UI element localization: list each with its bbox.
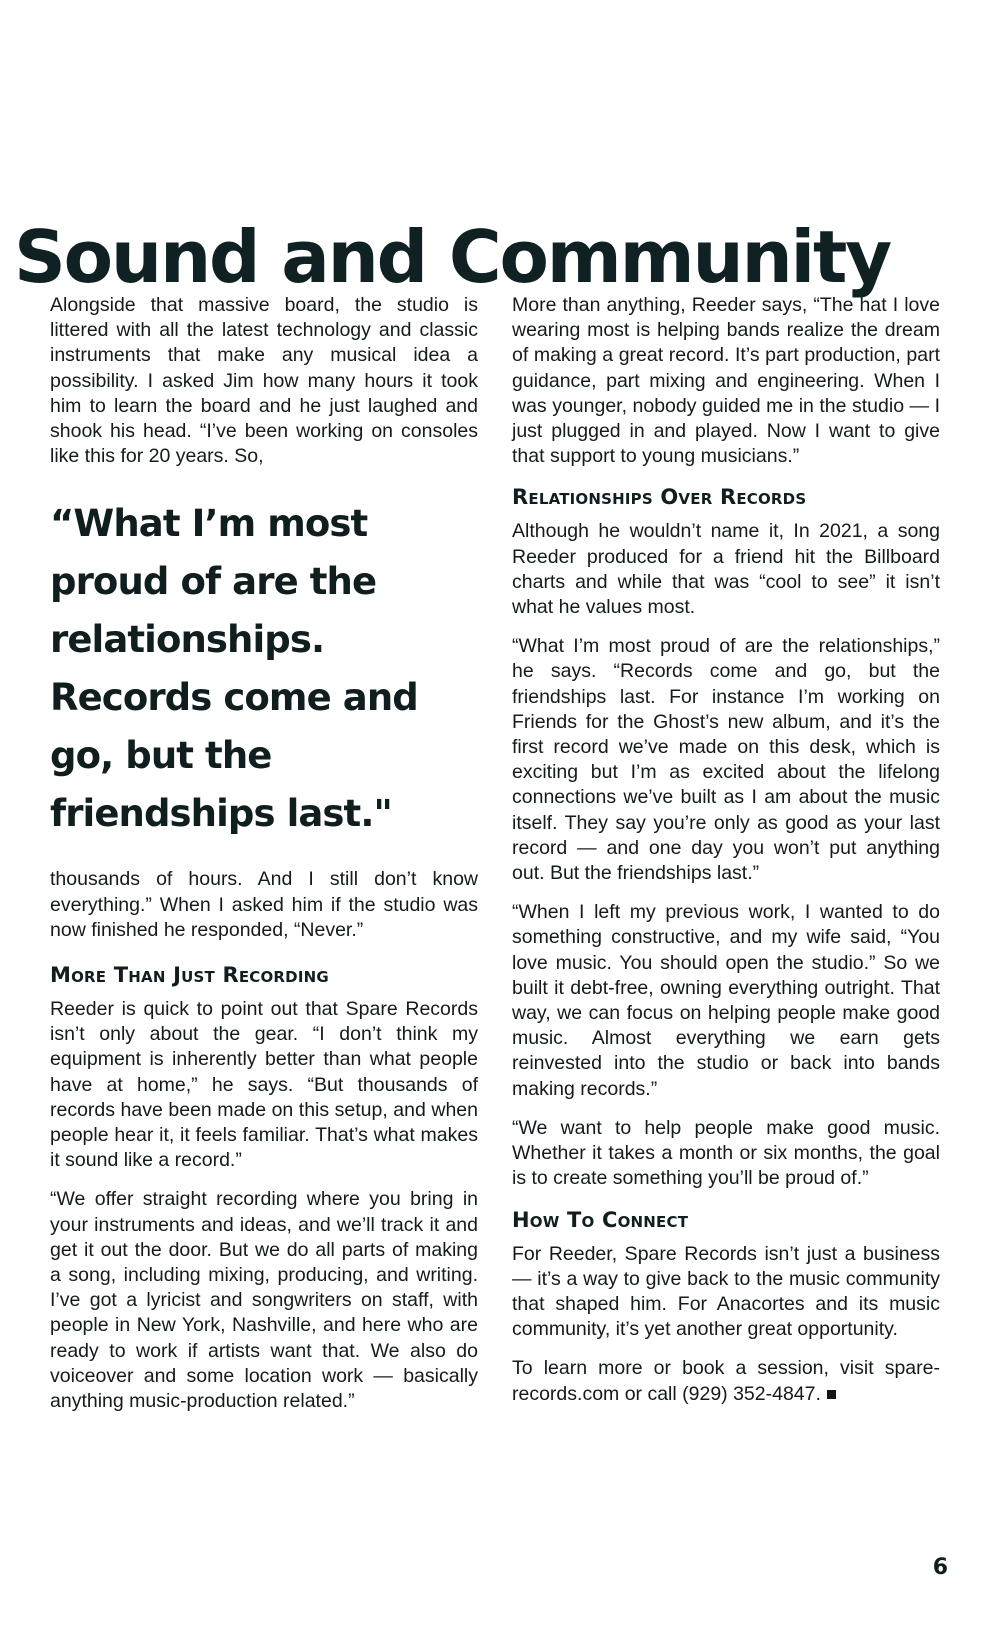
closing-text: To learn more or book a session, visit spare-records.com or call (929) 352-4847. [512, 1357, 940, 1405]
paragraph: thousands of hours. And I still don’t know everything.” When I asked him if the studio was now finished he responded, “Never.” [50, 868, 478, 941]
pull-quote: “What I’m most proud of are the relationships. Records come and go, but the friendships last." [50, 502, 418, 836]
paragraph: Reeder is quick to point out that Spare Records isn’t only about the gear. “I don’t think my equipment is inherently better than what people have at home,” he says. “But thousands of records have been made on this setup, and when people hear it, it feels familiar. That’s what makes it sound like a record.” [50, 998, 478, 1172]
right-column [512, 293, 940, 1414]
section-subheading: How To Connect [512, 1207, 689, 1232]
page-number: 6 [932, 1555, 948, 1580]
section-subheading: More Than Just Recording [50, 963, 329, 988]
paragraph: “When I left my previous work, I wanted to do something constructive, and my wife said, “You love music. You should open the studio.” So we built it debt-free, owning everything outright. That way, we can focus on helping people make good music. Almost everything we earn gets reinvested into the studio or back into bands making records.” [512, 901, 940, 1100]
closing-paragraph [512, 1356, 940, 1406]
paragraph: More than anything, Reeder says, “The hat I love wearing most is helping bands realize the dream of making a great record. It’s part production, part guidance, part mixing and engineering. When I was younger, nobody guided me in the studio — I just plugged in and played. Now I want to give that support to young musicians.” [512, 294, 940, 468]
paragraph: For Reeder, Spare Records isn’t just a business — it’s a way to give back to the music community that shaped him. For Anacortes and its music community, it’s yet another great opportunity. [512, 1242, 940, 1341]
paragraph: Although he wouldn’t name it, In 2021, a song Reeder produced for a friend hit the Billboard charts and while that was “cool to see” it isn’t what he values most. [512, 520, 940, 619]
page-title: Sound and Community [14, 215, 890, 300]
paragraph: “We offer straight recording where you bring in your instruments and ideas, and we’ll track it and get it out the door. But we do all parts of making a song, including mixing, producing, and writing. I’ve got a lyricist and songwriters on staff, with people in New York, Nashville, and here who are ready to work if artists want that. We also do voiceover and some location work — basically anything music-production related.” [50, 1188, 478, 1413]
article-columns [50, 293, 955, 1414]
paragraph: Alongside that massive board, the studio is littered with all the latest technology and classic instruments that make any musical idea a possibility. I asked Jim how many hours it took him to learn the board and he just laughed and shook his head. “I’ve been working on consoles like this for 20 years. So, [50, 294, 478, 468]
paragraph: “We want to help people make good music. Whether it takes a month or six months, the goal is to create something you’ll be proud of.” [512, 1116, 940, 1190]
section-subheading: Relationships Over Records [512, 485, 807, 510]
end-mark-icon [827, 1390, 836, 1399]
left-column [50, 293, 478, 1414]
paragraph: “What I’m most proud of are the relationships,” he says. “Records come and go, but the friendships last. For instance I’m working on Friends for the Ghost’s new album, and it’s the first record we’ve made on this desk, which is exciting but I’m as excited about the lifelong connections we’ve built as I am about the music itself. They say you’re only as good as your last record — and one day you won’t put anything out. But the friendships last.” [512, 635, 940, 885]
